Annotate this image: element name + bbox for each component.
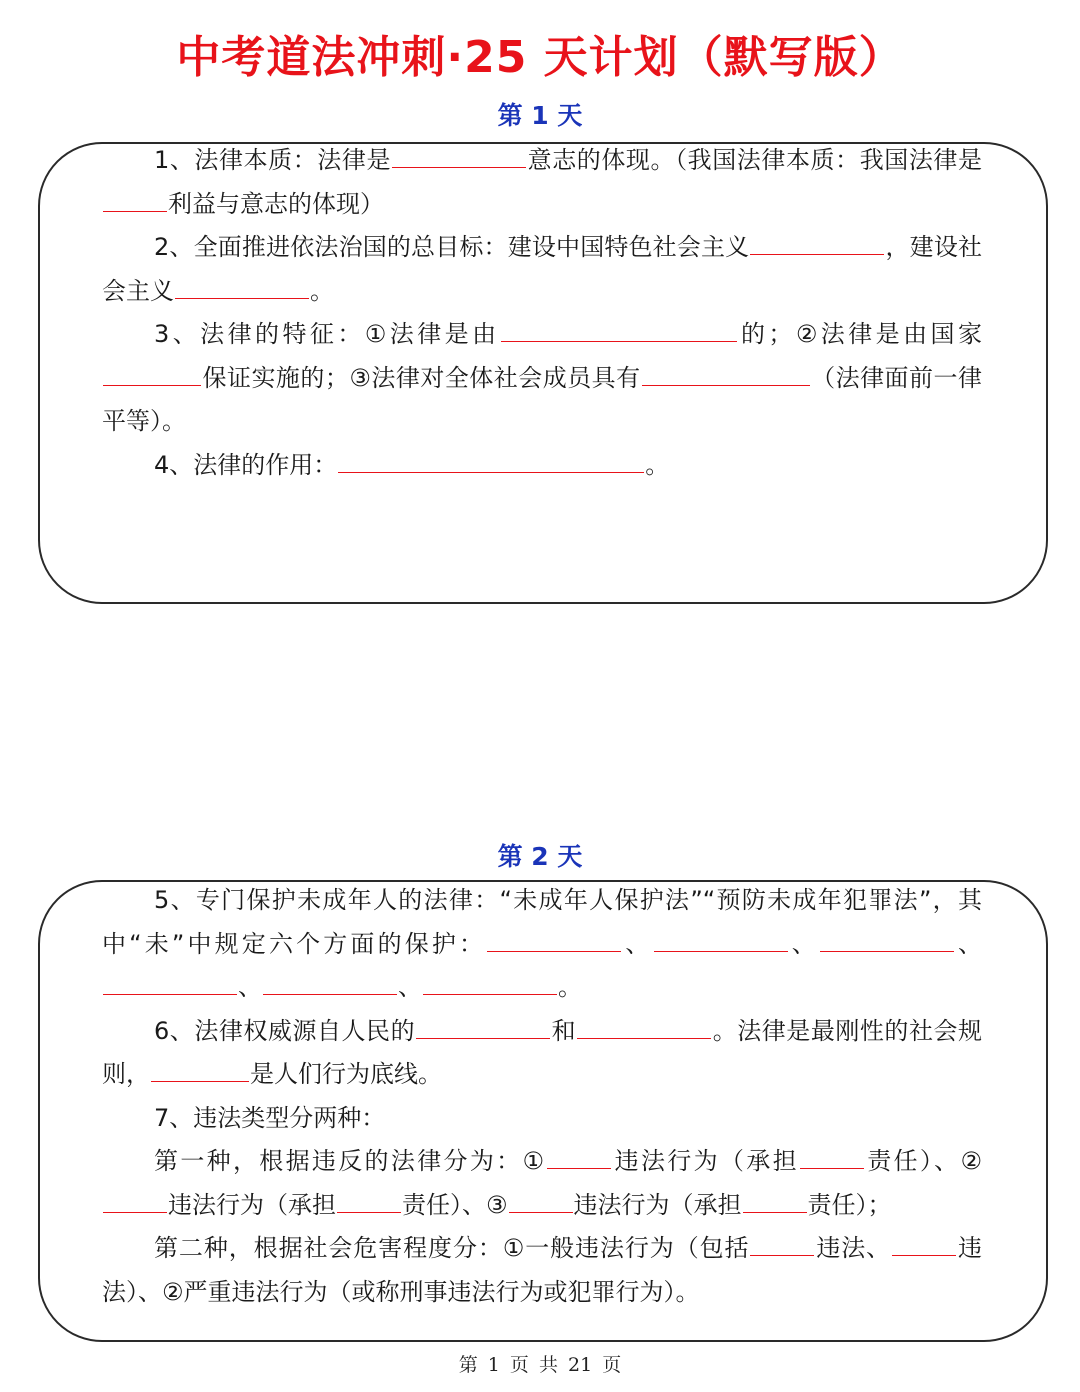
question-1: 1、法律本质：法律是 意志的体现。（我国法律本质：我国法律是利益与意志的体现） — [102, 139, 982, 226]
blank-field[interactable] — [151, 1055, 249, 1082]
question-4: 4、法律的作用： 。 — [102, 444, 982, 488]
question-7: 7、违法类型分两种： — [154, 1103, 386, 1132]
day-1-content — [102, 139, 982, 487]
question-7-line-1: 第一种，根据违反的法律分为：① 违法行为（承担 责任）、②违法行为（承担 责任）、③ 违法行为（承担 责任）； — [102, 1140, 982, 1227]
day-1-label: 第 1 天 — [497, 101, 583, 130]
blank-field[interactable] — [577, 1012, 711, 1039]
blank-field[interactable] — [103, 185, 167, 212]
blank-field[interactable] — [103, 359, 201, 386]
blank-field[interactable] — [642, 359, 810, 386]
page-title: 中考道法冲刺·25 天计划（默写版） — [176, 32, 904, 83]
blank-field[interactable] — [750, 1229, 814, 1256]
blank-field[interactable] — [820, 925, 954, 952]
blank-field[interactable] — [103, 1186, 167, 1213]
blank-field[interactable] — [338, 446, 644, 473]
question-6: 6、法律权威源自人民的 和 。法律是最刚性的社会规则， 是人们行为底线。 — [102, 1010, 982, 1097]
blank-field[interactable] — [547, 1142, 611, 1169]
blank-field[interactable] — [509, 1186, 573, 1213]
blank-field[interactable] — [423, 968, 557, 995]
blank-field[interactable] — [103, 968, 237, 995]
blank-field[interactable] — [800, 1142, 864, 1169]
blank-field[interactable] — [743, 1186, 807, 1213]
question-5: 5、专门保护未成年人的法律：“未成年人保护法”“预防未成年犯罪法”，其中“未”中规定六个方面的保护： 、 、 、、 、 。 — [102, 886, 982, 1001]
question-2: 2、全面推进依法治国的总目标：建设中国特色社会主义 ，建设社会主义 。 — [102, 226, 982, 313]
blank-field[interactable] — [750, 228, 884, 255]
question-7-line-2: 第二种，根据社会危害程度分：①一般违法行为（包括 违法、 违法）、②严重违法行为（或称刑事违法行为或犯罪行为）。 — [102, 1227, 982, 1314]
blank-field[interactable] — [654, 925, 788, 952]
blank-field[interactable] — [337, 1186, 401, 1213]
blank-field[interactable] — [892, 1229, 956, 1256]
blank-field[interactable] — [175, 272, 309, 299]
question-3: 3、法律的特征：①法律是由 的；②法律是由国家保证实施的；③法律对全体社会成员具有 （法律面前一律平等）。 — [102, 313, 982, 444]
blank-field[interactable] — [487, 925, 621, 952]
blank-field[interactable] — [416, 1012, 550, 1039]
day-2-label: 第 2 天 — [497, 842, 583, 871]
blank-field[interactable] — [501, 315, 737, 342]
day-2-content — [102, 879, 982, 1314]
blank-field[interactable] — [263, 968, 397, 995]
blank-field[interactable] — [392, 141, 526, 168]
page-footer: 第 1 页 共 21 页 — [458, 1354, 622, 1376]
